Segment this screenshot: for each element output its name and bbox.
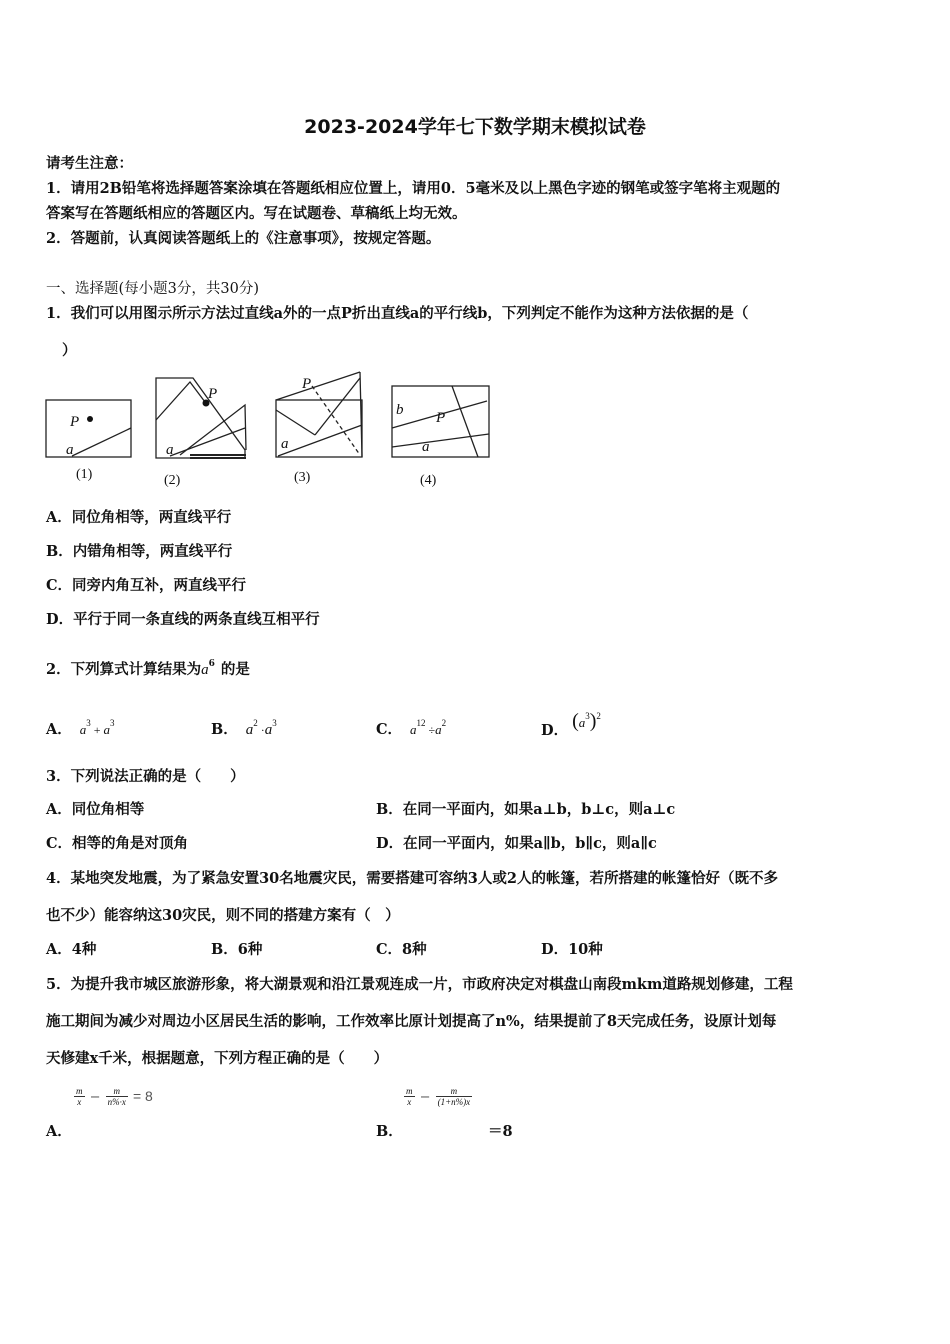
q2-option-a[interactable] [46,718,115,739]
q2-option-b[interactable] [211,718,277,739]
q5-b-d2: (1+n%)x [437,1097,471,1107]
q2-d-lp: ( [572,710,579,732]
q5-b-d1: x [407,1097,412,1107]
fig3-crease [312,386,360,455]
notice-line-1b: 答案写在答题纸相应的答题区内。写在试题卷、草稿纸上均无效。 [46,205,467,222]
fig4-label-a: a [422,439,430,455]
q5-a-d2: n%·x [107,1097,126,1107]
fig3-caption: (3) [294,470,311,485]
q4-option-d[interactable]: D．10种 [541,941,603,958]
q5-stem-2: 施工期间为减少对周边小区居民生活的影响，工作效率比原计划提高了n%，结果提前了8天完成任务，设原计划每 [46,1013,777,1030]
fig2-fold-top [156,382,205,420]
q3-option-a[interactable]: A．同位角相等 [46,801,145,818]
q2-c-letter: C． [376,721,403,738]
q2-b-e1: 2 [253,718,258,728]
notice-line-2: 2．答题前，认真阅读答题纸上的《注意事项》，按规定答题。 [46,230,441,247]
q2-a-e1: 3 [86,718,91,728]
q5-option-a[interactable]: A． [46,1123,72,1140]
q1-option-c[interactable]: C．同旁内角互补，两直线平行 [46,577,247,594]
q5-b-frac1 [404,1086,415,1107]
q2-option-c[interactable] [376,718,446,739]
q5-stem-3: 天修建x千米，根据题意，下列方程正确的是（ ） [46,1050,389,1067]
fig4-line-a [392,434,489,447]
q4-option-c[interactable]: C．8种 [376,941,427,958]
page-title: 2023-2024学年七下数学期末模拟试卷 [304,116,646,138]
fig4-caption: (4) [420,473,437,488]
q5-a-eq: = 8 [132,1088,153,1104]
q3-stem: 3．下列说法正确的是（ ） [46,768,245,785]
q5-b-n1: m [406,1086,413,1096]
q2-a-e2: 3 [110,718,115,728]
fig3-edge [276,372,360,400]
q2-d-e1: 3 [585,711,590,721]
q3-option-d[interactable]: D．在同一平面内，如果a∥b，b∥c，则a∥c [376,835,657,852]
q2-c-e2: 2 [441,718,447,728]
q2-b-letter: B． [211,721,238,738]
q5-a-n1: m [76,1086,83,1096]
q2-c-b2: a [435,722,442,737]
fig2-caption: (2) [164,473,181,488]
q2-b-op: · [257,723,265,737]
fig1-caption: (1) [76,467,93,482]
q2-b-b2: a [264,722,273,738]
fig3-paper [276,400,362,457]
q5-a-n2: m [106,1086,128,1097]
q4-stem: 4．某地突发地震，为了紧急安置30名地震灾民，需要搭建可容纳3人或2人的帐篷，若所搭建的帐篷恰好（既不多 [46,870,778,887]
q2-d-b1: a [578,715,586,730]
q2-stem-pre: 2．下列算式计算结果为 [46,661,202,678]
q5-option-b[interactable]: B． [376,1123,403,1140]
fig2-fold-flap [180,405,246,455]
section-heading: 一、选择题(每小题3分，共30分) [46,281,259,297]
q1-option-a[interactable]: A．同位角相等，两直线平行 [46,509,232,526]
fig2-label-p: P [208,386,218,402]
fig3-fold-1 [276,410,315,435]
q2-a-op: + [90,723,104,737]
q4-option-b[interactable]: B．6种 [211,941,263,958]
q2-stem-post: 的是 [220,661,250,678]
fig1-label-a: a [66,442,74,458]
fig1-label-p: P [70,414,80,430]
q1-stem-end: ） [62,342,77,359]
q2-c-b1: a [410,722,417,737]
fig3-label-p: P [302,376,312,392]
fig3-fold-2 [315,378,360,435]
q5-a-d1: x [77,1097,82,1107]
fig2-label-a: a [166,442,174,458]
q5-b-n2: m [436,1086,473,1097]
q2-d-letter: D． [541,722,569,739]
fig4-crease [452,386,478,457]
q5-b-frac2 [436,1086,473,1107]
q1-option-b[interactable]: B．内错角相等，两直线平行 [46,543,233,560]
q4-option-a[interactable]: A．4种 [46,941,97,958]
q2-c-e1: 12 [416,718,426,728]
q2-option-d[interactable] [541,710,601,741]
q2-stem [46,658,250,679]
q2-a-b2: a [103,722,111,737]
q3-option-b[interactable]: B．在同一平面内，如果a⊥b，b⊥c，则a⊥c [376,801,676,818]
q5-b-equation [404,1086,472,1107]
q5-a-equation [74,1086,153,1107]
notice-heading: 请考生注意： [46,155,133,172]
q2-b-e2: 3 [272,718,277,728]
q2-a-b1: a [79,722,87,737]
q3-option-c[interactable]: C．相等的角是对顶角 [46,835,189,852]
fig4-label-p: P [436,410,446,426]
q1-option-d[interactable]: D．平行于同一条直线的两条直线互相平行 [46,611,320,628]
q1-stem: 1．我们可以用图示所示方法过直线a外的一点P折出直线a的平行线b，下列判定不能作为这种方法依据的是（ [46,305,749,322]
q2-stem-exp: 6 [208,659,215,669]
fig1-point-p [87,416,93,422]
fig1-line-a [72,428,131,456]
q2-b-b1: a [245,722,254,738]
q2-c-op: ÷ [425,723,436,737]
q2-d-e2: 2 [596,711,601,721]
q5-a-frac1 [74,1086,85,1107]
notice-line-1a: 1．请用2B铅笔将选择题答案涂填在答题纸相应位置上，请用0．5毫米及以上黑色字迹的钢笔或签字笔将主观题的 [46,180,781,197]
fig4-label-b: b [396,402,404,418]
fig2-crease [170,428,245,456]
q5-b-minus: − [419,1090,431,1105]
q5-a-frac2 [106,1086,128,1107]
q1-figures [40,370,500,490]
q4-stem-2: 也不少）能容纳这30灾民，则不同的搭建方案有（ ） [46,907,400,924]
q2-d-rp: ) [589,710,597,732]
q5-b-eq: ＝8 [488,1123,513,1140]
q2-stem-var: a [201,662,209,678]
fig3-label-a: a [281,436,289,452]
q5-stem: 5．为提升我市城区旅游形象，将大湖景观和沿江景观连成一片，市政府决定对棋盘山南段mkm道路规划修建，工程 [46,976,793,993]
q2-a-letter: A． [46,721,72,738]
q5-a-minus: − [89,1090,101,1105]
